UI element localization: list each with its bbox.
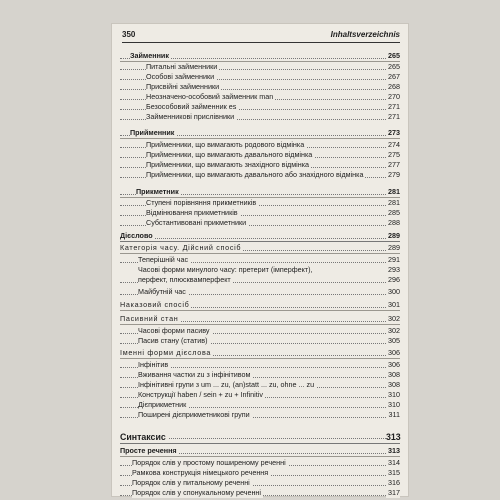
toc-entry-page: 306 (388, 348, 400, 357)
toc-entry-title: Прийменники, що вимагають давального або знахідного відмінка (146, 170, 364, 179)
toc-entry-page: 308 (388, 380, 400, 389)
toc-entry-page: 275 (388, 150, 400, 159)
toc-entry (120, 348, 400, 359)
toc-entry (120, 488, 400, 498)
toc-entry-title: Займенникові прислівники (146, 112, 235, 121)
toc-entry-page: 310 (388, 390, 400, 399)
toc-entry (120, 218, 400, 228)
toc-entry (120, 431, 400, 444)
toc-entry-page: 293 (388, 265, 400, 274)
toc-entry (120, 478, 400, 488)
toc-entry-page: 302 (388, 326, 400, 335)
toc-entry (120, 112, 400, 122)
toc-entry-page: 311 (386, 410, 400, 420)
toc-entry-title: Поширені дієприкметникові групи (138, 410, 250, 419)
toc-entry-title: Порядок слів у питальному реченні (132, 478, 250, 487)
toc-entry-title: Просте речення (120, 446, 177, 455)
toc-entry (120, 150, 400, 160)
toc-entry-title: Субстантивовані прикметники (146, 218, 247, 227)
toc-entry (120, 243, 400, 254)
toc-entry (120, 231, 400, 242)
toc-entry (120, 314, 400, 325)
dot-leader (120, 238, 386, 239)
toc-entry-page: 267 (388, 72, 400, 81)
toc-entry-title: Майбутній час (138, 287, 186, 296)
toc-entry (120, 102, 400, 112)
toc-entry-page: 289 (388, 231, 400, 240)
toc-entry-title: Теперішній час (138, 255, 189, 264)
toc-entry (120, 51, 400, 62)
toc-entry-page: 313 (388, 446, 400, 455)
toc-entry (120, 128, 400, 139)
toc-entry-title: Присвійні займенники (146, 82, 220, 91)
toc-entry-page: 273 (388, 128, 400, 137)
toc-entry-title: Прийменники, що вимагають давального відмінка (146, 150, 313, 159)
toc-entry-page: 301 (388, 300, 400, 309)
toc-entry-title: Пасив стану (статив) (138, 336, 208, 345)
toc-entry (120, 400, 400, 410)
toc-entry-page: 305 (388, 336, 400, 345)
page-number: 350 (122, 30, 136, 39)
toc-entry-title: Безособовий займенник es (146, 102, 237, 111)
toc-entry-title: Питальні займенники (146, 62, 218, 71)
toc-entry-title: Порядок слів у спонукальному реченні (132, 488, 261, 497)
toc-entry-title: Особові займенники (146, 72, 215, 81)
toc-entry-title: Синтаксис (120, 432, 166, 442)
toc-entry (120, 62, 400, 72)
toc-entry-title: Прийменник (130, 128, 175, 137)
toc-entry-page: 291 (388, 255, 400, 264)
toc-entry (120, 72, 400, 82)
toc-entry-title: Займенник (130, 51, 169, 60)
toc-entry (120, 287, 400, 297)
toc-entry-page: 285 (388, 208, 400, 217)
toc-entry-title: Відмінювання прикметників (146, 208, 238, 217)
toc-entry (120, 187, 400, 198)
toc-entry (120, 140, 400, 150)
toc-entry-page: 306 (388, 360, 400, 369)
book-page (112, 24, 408, 496)
toc-entry (120, 170, 400, 180)
toc-entry-page: 308 (388, 370, 400, 379)
toc-entry-page: 288 (388, 218, 400, 227)
toc-entry-page: 300 (388, 287, 400, 296)
toc-entry-page: 271 (388, 112, 400, 121)
toc-entry-page: 317 (388, 488, 400, 497)
toc-entry-page: 270 (388, 92, 400, 101)
toc-entry-page: 281 (388, 187, 400, 196)
toc-entry-page: 302 (388, 314, 400, 323)
toc-entry-page: 281 (388, 198, 400, 207)
toc-entry (120, 360, 400, 370)
toc-entry-page: 277 (388, 160, 400, 169)
toc-entry-title: Неозначено-особовий займенник man (146, 92, 274, 101)
toc-entry-title: Наказовий спосіб (120, 300, 190, 309)
toc-entry-title: Конструкції haben / sein + zu + Infinitiv (138, 390, 263, 399)
toc-entry-title: Прийменники, що вимагають родового відмінка (146, 140, 305, 149)
toc-entry-title: Часові форми минулого часу: претерит (імперфект), (138, 265, 313, 274)
toc-entry-title: Ступені порівняння прикметників (146, 198, 257, 207)
toc-entry-page: 310 (388, 400, 400, 409)
toc-entry (120, 370, 400, 380)
toc-entry-title: Іменні форми дієслова (120, 348, 212, 357)
toc-entry (120, 198, 400, 208)
toc-entry-title: Рамкова конструкція німецького речення (132, 468, 269, 477)
toc-entry-title: Інфінітивні групи з um ... zu, (an)statt ... zu, ohne ... zu (138, 380, 315, 389)
toc-entry-page: 315 (388, 468, 400, 477)
toc-entry (120, 92, 400, 102)
toc-entry-page: 316 (388, 478, 400, 487)
toc-entry (120, 208, 400, 218)
toc-entry-title: Вживання частки zu з інфінітивом (138, 370, 251, 379)
toc-entry-page: 265 (388, 62, 400, 71)
toc-entry (120, 336, 400, 346)
toc-entry-title: Прикметник (136, 187, 179, 196)
toc-entry-title: Прийменники, що вимагають знахідного відмінка (146, 160, 310, 169)
running-header (122, 29, 400, 43)
toc-entry (120, 160, 400, 170)
toc-entry-page: 274 (388, 140, 400, 149)
toc-entry (120, 326, 400, 336)
toc-entry-title: Дієприкметник (138, 400, 187, 409)
toc-entry-page: 296 (388, 275, 400, 284)
toc-entry-title: Дієслово (120, 231, 153, 240)
toc-entry-title: перфект, плюсквамперфект (138, 275, 231, 284)
toc-entry-page: 265 (388, 51, 400, 60)
toc-entry (120, 390, 400, 400)
toc-entry (120, 446, 400, 457)
toc-entry (120, 275, 400, 285)
toc-entry-title: Інфінітив (138, 360, 169, 369)
toc-entry-page: 289 (388, 243, 400, 252)
toc-entry-title: Порядок слів у простому поширеному реченні (132, 458, 286, 467)
toc-entry (120, 255, 400, 265)
toc-entry-title: Часові форми пасиву (138, 326, 210, 335)
toc-entry-page: 271 (388, 102, 400, 111)
toc-entry (120, 380, 400, 390)
toc-entry (120, 468, 400, 478)
toc-entry-page: 268 (388, 82, 400, 91)
toc-entry (120, 300, 400, 311)
toc-entry (120, 410, 400, 420)
toc-entry (120, 458, 400, 468)
toc-entry (120, 265, 400, 275)
toc-entry-page: 314 (388, 458, 400, 467)
toc-entry (120, 82, 400, 92)
running-title: Inhaltsverzeichnis (330, 30, 400, 39)
toc-entry-page: 279 (388, 170, 400, 179)
toc-entry-title: Пасивний стан (120, 314, 179, 323)
toc-entry-title: Категорія часу. Дійсний спосіб (120, 243, 242, 252)
toc-entry-page: 313 (386, 432, 401, 442)
